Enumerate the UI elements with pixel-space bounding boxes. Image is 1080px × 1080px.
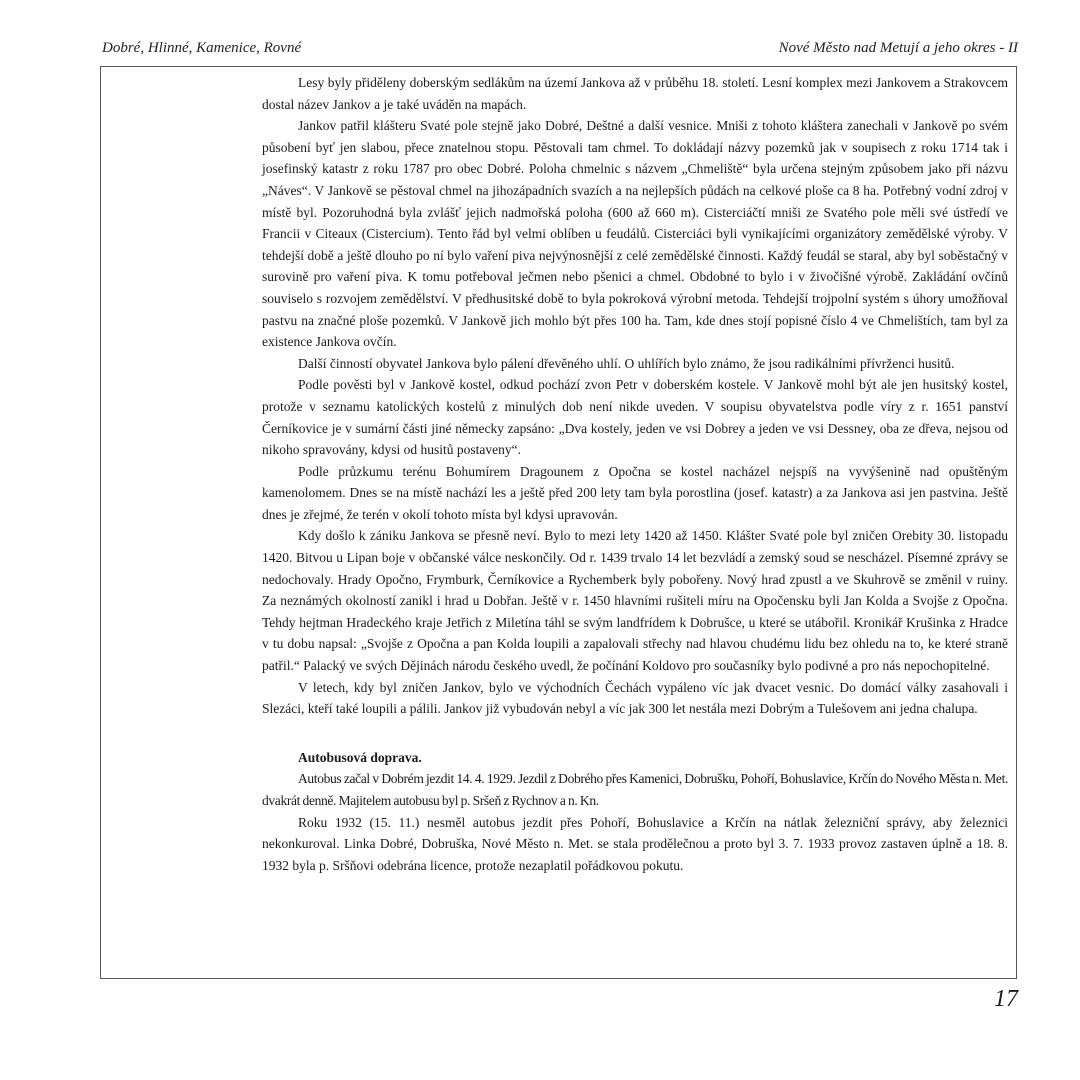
paragraph-church-legend: Podle pověsti byl v Jankově kostel, odkud pochází zvon Petr v doberském kostele. V Jankově mohl být ale jen husitský kostel, protože v seznamu katolických kostelů z minulých dob není nikde uveden. V soupisu obyvatelstva podle víry z r. 1651 panství Černíkovice je v sumární části jiné německy zapsáno: „Dva kostely, jeden ve vsi Dobrey a jeden ve vsi Dessney, oba ze dřeva, nejsou od nikoho spravovány, kdysi od husitů postaveny“. [262,377,1008,458]
running-header-left: Dobré, Hlinné, Kamenice, Rovné [102,40,302,56]
section-heading-bus: Autobusová doprava. [298,749,422,765]
paragraph-aftermath: V letech, kdy byl zničen Jankov, bylo ve východních Čechách vypáleno víc jak dvacet vesnic. Do domácí války zasahovali i Slezáci, kteří také loupili a pálili. Jankov již vybudován nebyl a víc jak 300 let nestála mezi Dobrým a Tulešovem ani jedna chalupa. [262,679,1008,717]
running-header-right: Nové Město nad Metují a jeho okres - II [778,40,1018,56]
paragraph-forests: Lesy byly přiděleny doberským sedlákům na území Jankova až v průběhu 18. století. Lesní komplex mezi Jankovem a Strakovcem dostal název Jankov a je také uváděn na mapách. [262,75,1008,112]
paragraph-demise: Kdy došlo k zániku Jankova se přesně neví. Bylo to mezi lety 1420 až 1450. Klášter Svaté pole byl zničen Orebity 30. listopadu 1420. Bitvou u Lipan boje v občanské válce neskončily. Od r. 1439 trvalo 14 let bezvládí a zemský soud se nescházel. Písemné zprávy se nedochovaly. Hrady Opočno, Frymburk, Černíkovice a Rychemberk byly pobořeny. Nový hrad zpustl a ve Skuhrově se změnil v ruiny. Za neznámých okolností zanikl i hrad u Dobřan. Ještě v r. 1450 hlavními rušiteli míru na Opočensku byli Jan Kolda a Svojše z Opočna. Tehdy hejtman Hradeckého kraje Jetřich z Miletína táhl se svým landfrídem k Dobrušce, u které se utábořil. Kronikář Krušinka z Hradce v tu dobu napsal: „Svojše z Opočna a pan Kolda loupili a zapalovali střechy nad hlavou chudému lidu bez ohledu na to, ke které straně patřil.“ Palacký ve svých Dějinách národu českého uvedl, že počínání Koldovo pro současníky bylo podivné a pro nás nepochopitelné. [262,528,1008,674]
paragraph-monastery-hops: Jankov patřil klášteru Svaté pole stejně jako Dobré, Deštné a další vesnice. Mniši z tohoto kláštera zanechali v Jankově po svém působení byť jen slabou, přece znatelnou stopu. Pěstovali tam chmel. To dokládají názvy pozemků jak v soupisech z roku 1714 tak i josefinský katastr z roku 1787 pro obec Dobré. Poloha chmelnic s názvem „Chmeliště“ byla určena stejným způsobem jako při názvu „Náves“. V Jankově se pěstoval chmel na jihozápadních svazích a na nejlepších půdách na celkové ploše ca 8 ha. Potřebný vodní zdroj v místě byl. Pozoruhodná byla zvlášť jejich nadmořská poloha (600 až 660 m). Cisterciáčtí mniši ze Svatého pole měli své ústředí ve Francii v Citeaux (Cistercium). Tento řád byl velmi oblíben u feudálů. Cisterciáci byli vynikajícími organizátory zemědělské výroby. V tehdejší době a ještě dlouho po ní bylo vaření piva nejvýnosnější z celé zemědělské činnosti. Každý feudál se staral, aby byl soběstačný v surovině pro vaření piva. K tomu potřeboval ječmen nebo pšenici a chmel. Obdobné to bylo i v živočišné výrobě. Zakládání ovčínů souviselo s rozvojem zemědělství. V předhusitské době to byla pokroková výrobní metoda. Tehdejší trojpolní systém s úhory umožňoval pastvu na značné ploše pozemků. V Jankově jich mohlo být přes 100 ha. Tam, kde dnes stojí popisné číslo 4 ve Chmelištích, tam byl za existence Jankova ovčín. [262,118,1008,350]
paragraph-charcoal: Další činností obyvatel Jankova bylo pálení dřevěného uhlí. O uhlířích bylo známo, že jsou radikálními přívrženci husitů. [298,355,955,371]
article-body [262,72,1008,876]
paragraph-terrain-survey: Podle průzkumu terénu Bohumírem Dragounem z Opočna se kostel nacházel nejspíš na vyvýšenině nad opuštěným kamenolomem. Dnes se na místě nachází les a ještě před 200 lety tam byla porostlina (josef. katastr) a za Jankova asi jen pastvina. Ještě dnes je zřejmé, že terén v okolí tohoto místa byl kdysi upravován. [262,463,1008,522]
paragraph-bus-start: Autobus začal v Dobrém jezdit 14. 4. 1929. Jezdil z Dobrého přes Kamenici, Dobrušku, Pohoří, Bohuslavice, Krčín do Nového Města n. Met. dvakrát denně. Majitelem autobusu byl p. Sršeň z Rychnov a n. Kn. [262,771,1008,808]
paragraph-bus-end: Roku 1932 (15. 11.) nesměl autobus jezdit přes Pohoří, Bohuslavice a Krčín na nátlak železniční správy, aby železnici nekonkuroval. Linka Dobré, Dobruška, Nové Město n. Met. se stala prodělečnou a proto byl 3. 7. 1933 provoz zastaven úplně a 18. 8. 1932 byla p. Sršňovi odebrána licence, protože nezaplatil pořádkovou pokutu. [262,814,1008,873]
page-number: 17 [994,986,1018,1012]
